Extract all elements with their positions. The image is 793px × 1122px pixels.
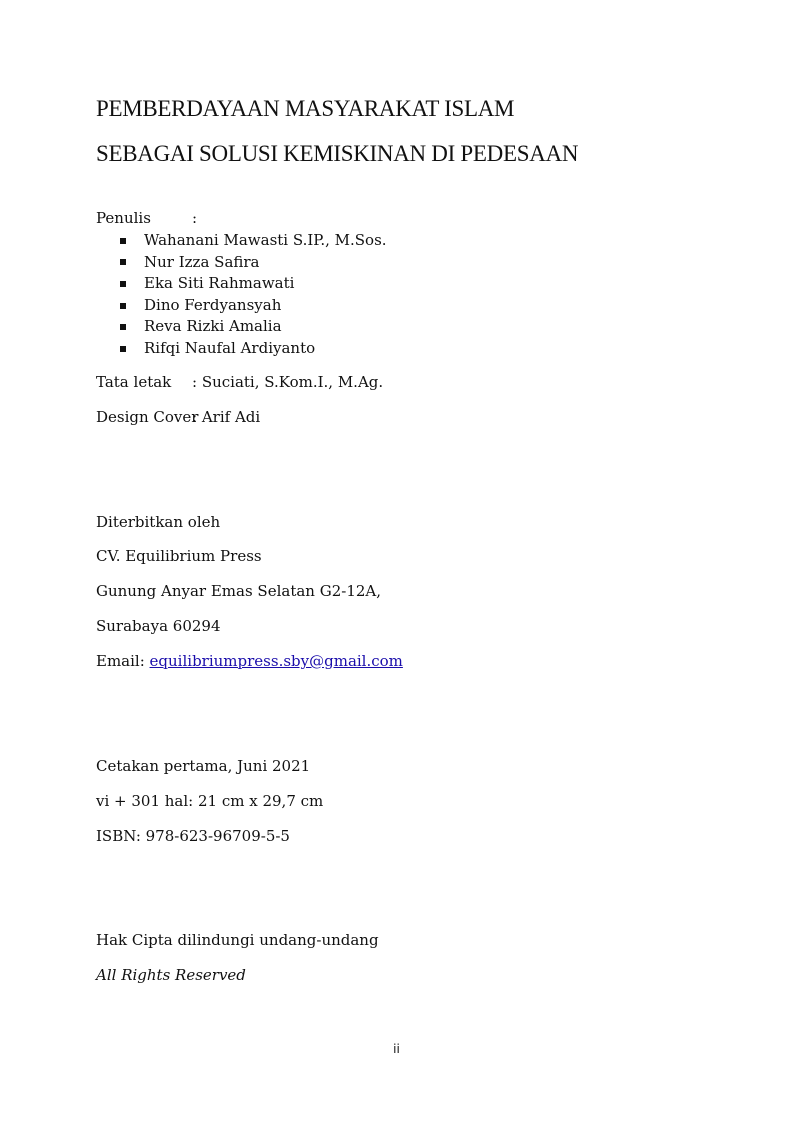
isbn: ISBN: 978-623-96709-5-5 xyxy=(96,827,290,845)
email-link[interactable]: equilibriumpress.sby@gmail.com xyxy=(149,652,403,670)
page-count-info: vi + 301 hal: 21 cm x 29,7 cm xyxy=(96,792,324,810)
design-cover-row xyxy=(96,408,260,426)
tata-letak-value: : Suciati, S.Kom.I., M.Ag. xyxy=(192,373,384,391)
bullet-icon xyxy=(120,238,126,244)
published-by: Diterbitkan oleh xyxy=(96,513,221,531)
design-cover-label: Design Cover xyxy=(96,408,199,426)
penulis-label: Penulis xyxy=(96,209,151,227)
bullet-icon xyxy=(120,259,126,265)
book-title-line-1: PEMBERDAYAAN MASYARAKAT ISLAM xyxy=(96,96,515,121)
tata-letak-row xyxy=(96,373,383,391)
author-list xyxy=(120,230,387,360)
list-item xyxy=(120,338,387,360)
copyright-notice: Hak Cipta dilindungi undang-undang xyxy=(96,931,379,949)
bullet-icon xyxy=(120,346,126,352)
list-item xyxy=(120,316,387,338)
bullet-icon xyxy=(120,303,126,309)
list-item xyxy=(120,295,387,317)
list-item xyxy=(120,252,387,274)
author-name: Wahanani Mawasti S.IP., M.Sos. xyxy=(144,231,387,249)
author-name: Rifqi Naufal Ardiyanto xyxy=(144,338,316,357)
list-item xyxy=(120,273,387,295)
rights-reserved: All Rights Reserved xyxy=(96,966,246,984)
author-name: Reva Rizki Amalia xyxy=(144,317,282,336)
publisher-name: CV. Equilibrium Press xyxy=(96,547,262,565)
book-title-line-2: SEBAGAI SOLUSI KEMISKINAN DI PEDESAAN xyxy=(96,141,579,166)
list-item xyxy=(120,230,387,252)
tata-letak-label: Tata letak xyxy=(96,373,172,391)
printing-info: Cetakan pertama, Juni 2021 xyxy=(96,757,311,775)
page-number: ii xyxy=(393,1042,400,1056)
author-name: Eka Siti Rahmawati xyxy=(144,274,295,293)
penulis-row xyxy=(96,209,197,227)
author-name: Dino Ferdyansyah xyxy=(144,295,282,314)
design-cover-value: : Arif Adi xyxy=(192,408,261,426)
bullet-icon xyxy=(120,281,126,287)
penulis-colon: : xyxy=(192,209,198,227)
publisher-address: Gunung Anyar Emas Selatan G2-12A, xyxy=(96,582,381,600)
email-label: Email: xyxy=(96,652,150,670)
publisher-city: Surabaya 60294 xyxy=(96,617,221,635)
author-name: Nur Izza Safira xyxy=(144,252,260,271)
bullet-icon xyxy=(120,324,126,330)
email-row xyxy=(96,652,403,670)
